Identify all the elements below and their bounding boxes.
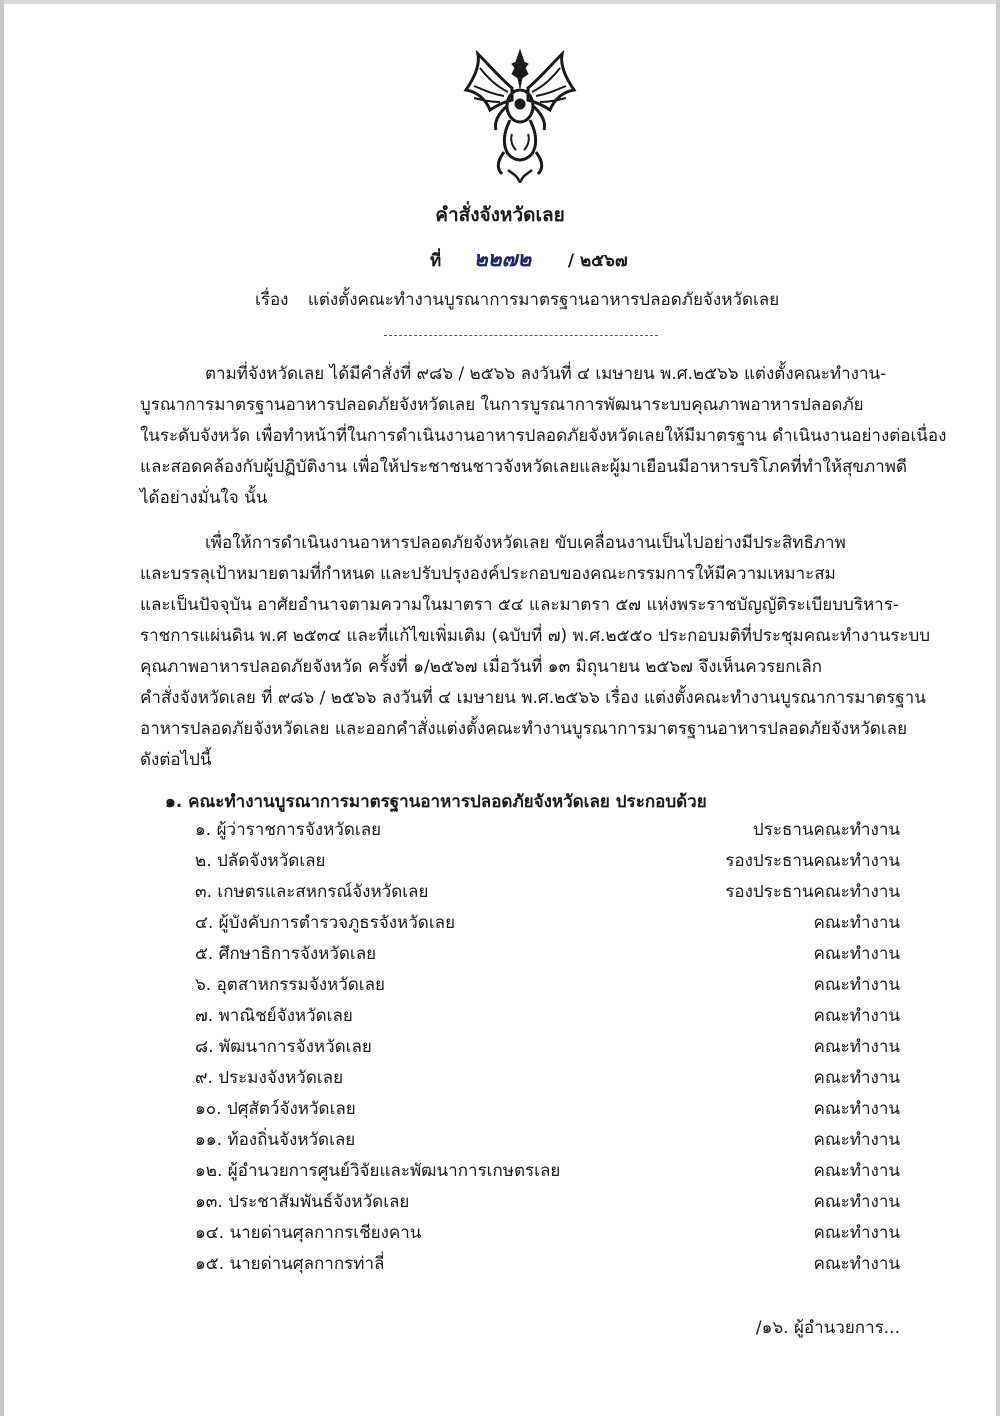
member-name: ๘. พัฒนาการจังหวัดเลย [195, 1037, 372, 1057]
member-row [195, 1032, 900, 1063]
member-row [195, 1094, 900, 1125]
subject-label: เรื่อง [255, 290, 289, 310]
member-name: ๔. ผู้บังคับการตำรวจภูธรจังหวัดเลย [195, 913, 456, 933]
member-name: ๑๐. ปศุสัตว์จังหวัดเลย [195, 1099, 356, 1119]
member-row [195, 1187, 900, 1218]
member-name: ๕. ศึกษาธิการจังหวัดเลย [195, 944, 377, 964]
paragraph-1 [140, 359, 947, 514]
member-name: ๑๕. นายด่านศุลกากรท่าลี่ [195, 1254, 385, 1274]
paragraph-line: อาหารปลอดภัยจังหวัดเลย และออกคำสั่งแต่งตั้งคณะทำงานบูรณาการมาตรฐานอาหารปลอดภัยจังหวัดเลย [140, 719, 908, 739]
member-row [195, 1156, 900, 1187]
paragraph-line: และสอดคล้องกับผู้ปฏิบัติงาน เพื่อให้ประชาชนชาวจังหวัดเลยและผู้มาเยือนมีอาหารบริโภคที่ทำให้สุขภาพดี [140, 457, 908, 477]
member-row [195, 815, 900, 846]
order-number-line [430, 243, 628, 276]
member-role: คณะทำงาน [813, 1037, 900, 1057]
member-row [195, 970, 900, 1001]
member-role: คณะทำงาน [813, 1068, 900, 1088]
member-row [195, 1063, 900, 1094]
paragraph-line: เพื่อให้การดำเนินงานอาหารปลอดภัยจังหวัดเลย ขับเคลื่อนงานเป็นไปอย่างมีประสิทธิภาพ [205, 533, 846, 553]
member-role: ประธานคณะทำงาน [752, 820, 900, 840]
member-role: คณะทำงาน [813, 1130, 900, 1150]
member-row [195, 908, 900, 939]
order-label: ที่ [430, 251, 442, 271]
paragraph-line: ได้อย่างมั่นใจ นั้น [140, 488, 268, 508]
member-role: คณะทำงาน [813, 913, 900, 933]
member-name: ๑๒. ผู้อำนวยการศูนย์วิจัยและพัฒนาการเกษตรเลย [195, 1161, 561, 1181]
garuda-emblem-icon [460, 48, 580, 183]
subject-line [255, 286, 779, 313]
member-row [195, 1125, 900, 1156]
member-name: ๗. พาณิชย์จังหวัดเลย [195, 1006, 353, 1026]
page-edge-top [0, 0, 1000, 4]
member-row [195, 1218, 900, 1249]
member-role: คณะทำงาน [813, 1099, 900, 1119]
member-role: รองประธานคณะทำงาน [725, 851, 900, 871]
member-role: คณะทำงาน [813, 975, 900, 995]
member-role: คณะทำงาน [813, 1223, 900, 1243]
member-role: คณะทำงาน [813, 1192, 900, 1212]
member-name: ๑๓. ประชาสัมพันธ์จังหวัดเลย [195, 1192, 410, 1212]
continuation-note: /๑๖. ผู้อำนวยการ... [755, 1318, 900, 1338]
member-role: คณะทำงาน [813, 1254, 900, 1274]
member-name: ๓. เกษตรและสหกรณ์จังหวัดเลย [195, 882, 429, 902]
member-list [195, 815, 900, 1280]
paragraph-line: คำสั่งจังหวัดเลย ที่ ๙๘๖ / ๒๕๖๖ ลงวันที่ ๔ เมษายน พ.ศ.๒๕๖๖ เรื่อง แต่งตั้งคณะทำงานบูรณาการมาตรฐาน [140, 688, 926, 708]
document-title: คำสั่งจังหวัดเลย [435, 204, 565, 226]
paragraph-line: ตามที่จังหวัดเลย ได้มีคำสั่งที่ ๙๘๖ / ๒๕๖๖ ลงวันที่ ๔ เมษายน พ.ศ.๒๕๖๖ แต่งตั้งคณะทำงาน- [205, 364, 887, 384]
member-role: คณะทำงาน [813, 1006, 900, 1026]
member-name: ๑๔. นายด่านศุลกากรเชียงคาน [195, 1223, 422, 1243]
paragraph-2 [140, 528, 931, 776]
member-row [195, 1001, 900, 1032]
subject-text: แต่งตั้งคณะทำงานบูรณาการมาตรฐานอาหารปลอดภัยจังหวัดเลย [307, 290, 780, 310]
member-name: ๖. อุตสาหกรรมจังหวัดเลย [195, 975, 385, 995]
order-number-handwritten: ๒๒๗๒ [473, 246, 532, 271]
paragraph-line: และเป็นปัจจุบัน อาศัยอำนาจตามความในมาตรา ๕๔ และมาตรา ๕๗ แห่งพระราชบัญญัติระเบียบบริหาร- [140, 595, 899, 615]
member-role: คณะทำงาน [813, 1161, 900, 1181]
paragraph-line: ดังต่อไปนี้ [140, 750, 212, 770]
member-name: ๙. ประมงจังหวัดเลย [195, 1068, 344, 1088]
paragraph-line: คุณภาพอาหารปลอดภัยจังหวัด ครั้งที่ ๑/๒๕๖๗ เมื่อวันที่ ๑๓ มิถุนายน ๒๕๖๗ จึงเห็นควรยกเลิก [140, 657, 823, 677]
paragraph-line: ในระดับจังหวัด เพื่อทำหน้าที่ในการดำเนินงานอาหารปลอดภัยจังหวัดเลยให้มีมาตรฐาน ดำเนินงานอย่างต่อเนื่อง [140, 426, 947, 446]
paragraph-line: บูรณาการมาตรฐานอาหารปลอดภัยจังหวัดเลย ในการบูรณาการพัฒนาระบบคุณภาพอาหารปลอดภัย [140, 395, 864, 415]
member-row [195, 877, 900, 908]
member-role: คณะทำงาน [813, 944, 900, 964]
member-row [195, 846, 900, 877]
member-row [195, 939, 900, 970]
paragraph-line: และบรรลุเป้าหมายตามที่กำหนด และปรับปรุงองค์ประกอบของคณะกรรมการให้มีความเหมาะสม [140, 564, 836, 584]
order-year: / ๒๕๖๗ [567, 251, 628, 271]
dashed-divider [384, 335, 658, 336]
member-role: รองประธานคณะทำงาน [725, 882, 900, 902]
member-name: ๒. ปลัดจังหวัดเลย [195, 851, 326, 871]
paragraph-line: ราชการแผ่นดิน พ.ศ ๒๕๓๔ และที่แก้ไขเพิ่มเติม (ฉบับที่ ๗) พ.ศ.๒๕๕๐ ประกอบมติที่ประชุมคณะทำงานระบบ [140, 626, 931, 646]
member-name: ๑๑. ท้องถิ่นจังหวัดเลย [195, 1130, 356, 1150]
section-1-heading: ๑. คณะทำงานบูรณาการมาตรฐานอาหารปลอดภัยจังหวัดเลย ประกอบด้วย [165, 792, 707, 812]
member-row [195, 1249, 900, 1280]
member-name: ๑. ผู้ว่าราชการจังหวัดเลย [195, 820, 382, 840]
